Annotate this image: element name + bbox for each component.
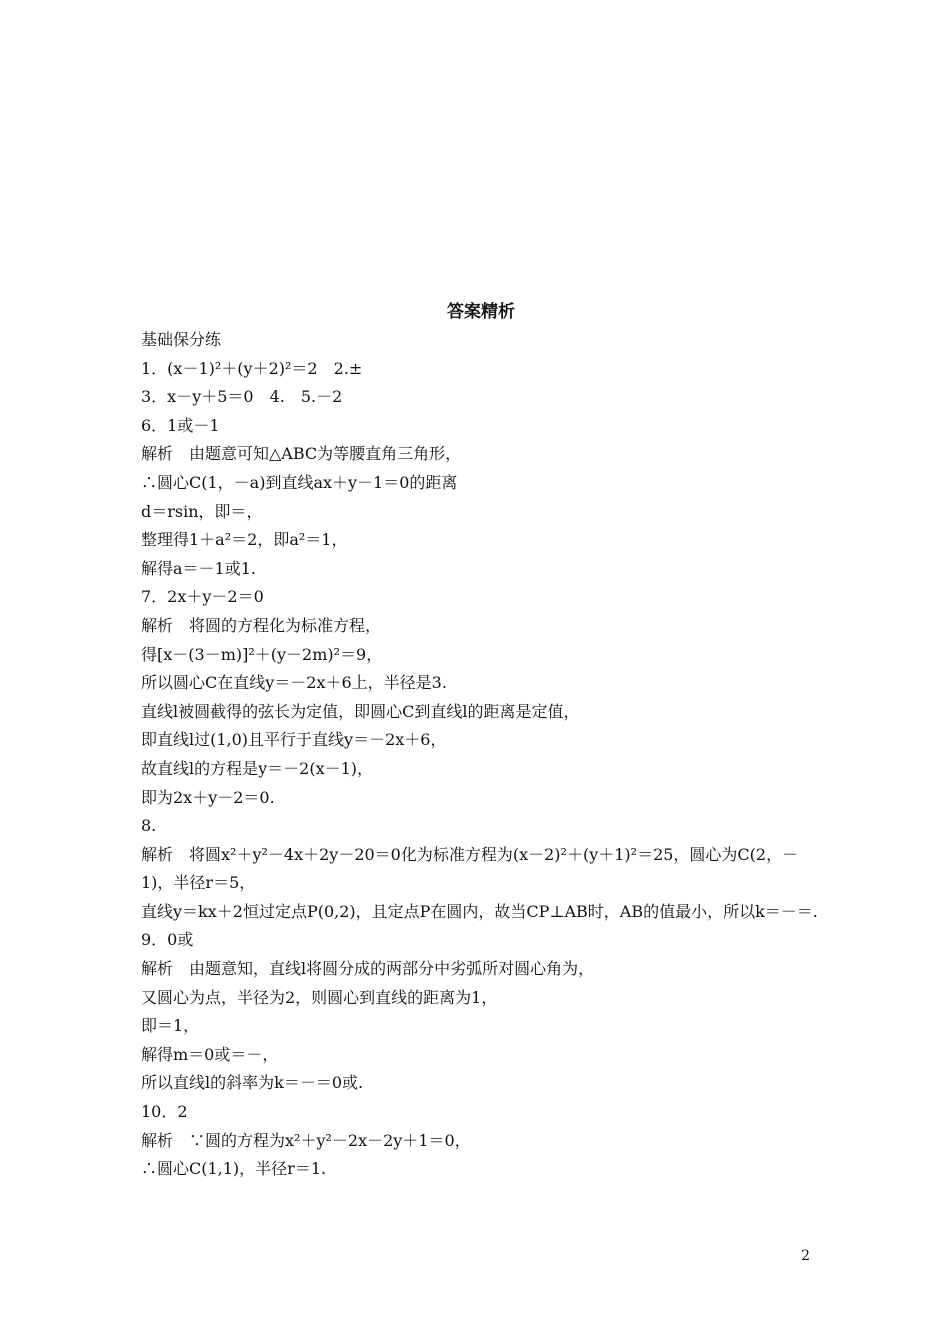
explanation-line: 直线l被圆截得的弦长为定值，即圆心C到直线l的距离是定值， [141, 701, 580, 721]
explanation-line: 解得m＝0或＝－， [141, 1044, 279, 1064]
explanation-line: ∴圆心C(1，－a)到直线ax＋y－1＝0的距离 [141, 472, 458, 492]
answer-line-10: 10．2 [141, 1102, 188, 1122]
explanation-line: 即直线l过(1,0)且平行于直线y＝－2x＋6， [141, 730, 447, 750]
answer-line-1-2: 1．(x－1)²＋(y＋2)²＝2 2.± [141, 358, 363, 378]
explanation-line: d＝rsin，即＝， [141, 501, 263, 521]
answer-line-8: 8. [141, 816, 157, 836]
answer-line-7: 7．2x＋y－2＝0 [141, 587, 264, 607]
explanation-line: 解析 将圆的方程化为标准方程， [141, 615, 382, 635]
explanation-line: 所以圆心C在直线y＝－2x＋6上，半径是3. [141, 673, 447, 693]
answer-line-9: 9．0或 [141, 930, 194, 950]
answer-line-3-5: 3．x－y＋5＝0 4. 5.－2 [141, 387, 343, 407]
explanation-line: 即＝1， [141, 1016, 200, 1036]
explanation-line: 即为2x＋y－2＝0. [141, 787, 275, 807]
explanation-line: 解析 将圆x²＋y²－4x＋2y－20＝0化为标准方程为(x－2)²＋(y＋1)²＝25，圆心为C(2，－1)，半径r＝5， [141, 844, 799, 893]
answer-lines [141, 326, 821, 1184]
answer-line-6: 6．1或－1 [141, 415, 220, 435]
explanation-line: 得[x－(3－m)]²＋(y－2m)²＝9， [141, 644, 383, 664]
document-title: 答案精析 [447, 302, 515, 322]
answer-document [141, 298, 821, 1184]
explanation-line: 直线y＝kx＋2恒过定点P(0,2)，且定点P在圆内，故当CP⊥AB时，AB的值最小，所以k＝－＝. [141, 901, 818, 921]
explanation-line: 解析 ∵圆的方程为x²＋y²－2x－2y＋1＝0， [141, 1130, 471, 1150]
explanation-line: ∴圆心C(1,1)，半径r＝1. [141, 1159, 327, 1179]
section-heading: 基础保分练 [141, 330, 222, 349]
page-number: 2 [801, 1248, 810, 1264]
explanation-line: 所以直线l的斜率为k＝－＝0或. [141, 1073, 364, 1093]
explanation-line: 故直线l的方程是y＝－2(x－1)， [141, 758, 374, 778]
explanation-line: 解得a＝－1或1. [141, 558, 256, 578]
explanation-line: 整理得1＋a²＝2，即a²＝1， [141, 530, 348, 550]
explanation-line: 解析 由题意可知△ABC为等腰直角三角形， [141, 444, 462, 464]
explanation-line: 解析 由题意知，直线l将圆分成的两部分中劣弧所对圆心角为， [141, 959, 595, 979]
explanation-line: 又圆心为点，半径为2，则圆心到直线的距离为1， [141, 987, 498, 1007]
